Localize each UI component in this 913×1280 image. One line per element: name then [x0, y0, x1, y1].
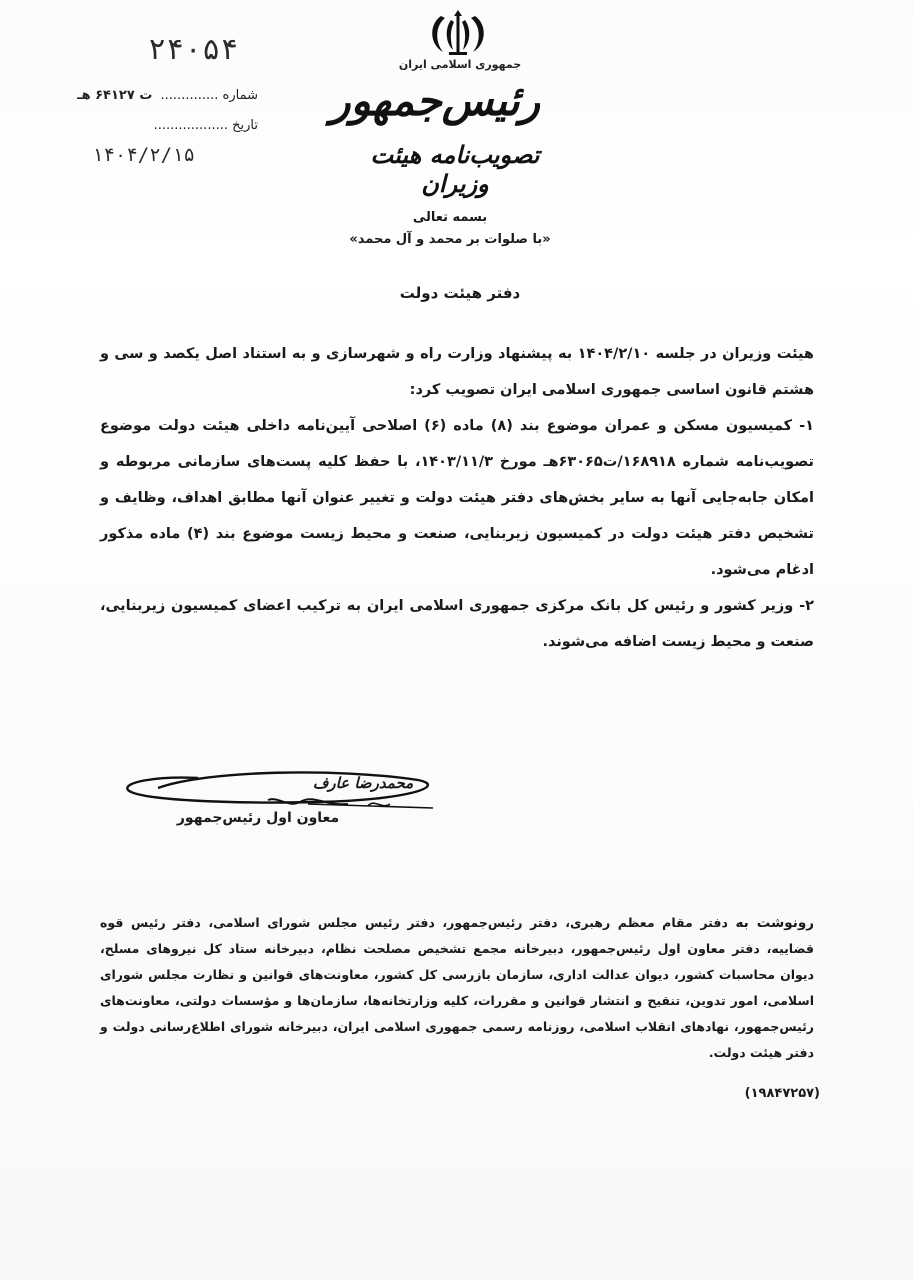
- date-row: [154, 118, 258, 133]
- decree-body: [100, 336, 814, 660]
- signer-title: معاون اول رئیس‌جمهور: [176, 810, 340, 826]
- government-name: جمهوری اسلامی ایران: [398, 58, 522, 71]
- signer-name: محمدرضا عارف: [312, 774, 414, 792]
- reference-number: ت ۶۴۱۲۷ هـ: [77, 88, 153, 103]
- iran-emblem-icon: [423, 8, 493, 60]
- copies-text: دفتر مقام معظم رهبری، دفتر رئیس‌جمهور، دفتر رئیس مجلس شورای اسلامی، دفتر رئیس قوه قضاییه، دفتر معاون اول رئیس‌جمهور، دبیرخانه مجمع تشخیص مصلحت نظام، دبیرخانه ستاد کل نیروهای مسلح، دیوان محاسبات کشور، دیوان عدالت اداری، سازمان بازرسی کل کشور، معاونت‌های قوانین و نظارت مجلس شورای اسلامی، امور تدوین، تنقیح و انتشار قوانین و مقررات، کلیه وزارتخانه‌ها، سازمان‌ها و مؤسسات دولتی، معاونت‌های رئیس‌جمهور، نهادهای انقلاب اسلامی، روزنامه رسمی جمهوری اسلامی ایران، دبیرخانه شورای اطلاع‌رسانی دولت و دفتر هیئت دولت.: [100, 915, 814, 1060]
- date-label: تاریخ: [232, 118, 258, 133]
- copies-label: رونوشت به: [735, 915, 814, 931]
- number-label: شماره: [222, 88, 258, 103]
- copies-reference: (۱۹۸۴۷۲۵۷): [744, 1086, 820, 1101]
- decree-item-1: ۱- کمیسیون مسکن و عمران موضوع بند (۸) ماده (۶) اصلاحی آیین‌نامه داخلی هیئت دولت موضوع تصویب‌نامه شماره ۱۶۸۹۱۸/ت۶۳۰۶۵هـ مورخ ۱۴۰۳/۱۱/۳، با حفظ کلیه پست‌های سازمانی مربوطه و امکان جابه‌جایی آنها به سایر بخش‌های دفتر هیئت دولت و تغییر عنوان آنها مطابق اهداف، وظایف و تشخیص دفتر هیئت دولت در کمیسیون زیربنایی، صنعت و محیط زیست موضوع بند (۴) ماده مذکور ادغام می‌شود.: [100, 418, 814, 578]
- signature-block: [118, 760, 448, 850]
- president-title: رئیس‌جمهور: [330, 76, 540, 125]
- basmala: بسمه تعالی: [412, 210, 488, 225]
- decree-item-2: ۲- وزیر کشور و رئیس کل بانک مرکزی جمهوری اسلامی ایران به ترکیب اعضای کمیسیون زیربنایی، صنعت و محیط زیست اضافه می‌شوند.: [100, 598, 814, 650]
- number-dots: ..............: [160, 88, 219, 103]
- letter-meta: [18, 30, 258, 166]
- office-title: دفتر هیئت دولت: [399, 284, 521, 302]
- number-row: [77, 88, 258, 103]
- salawat: «با صلوات بر محمد و آل محمد»: [349, 232, 551, 247]
- copies-section: [100, 910, 814, 1066]
- decree-intro: هیئت وزیران در جلسه ۱۴۰۴/۲/۱۰ به پیشنهاد وزارت راه و شهرسازی و به استناد اصل یکصد و سی و هشتم قانون اساسی جمهوری اسلامی ایران تصویب کرد:: [100, 346, 814, 398]
- date-value: ۱۴۰۴/۲/۱۵: [92, 144, 195, 166]
- letter-number: ۲۴۰۵۴: [148, 32, 239, 67]
- date-dots: ..................: [153, 118, 228, 133]
- decree-title: تصویب‌نامه هیئت وزیران: [370, 140, 540, 198]
